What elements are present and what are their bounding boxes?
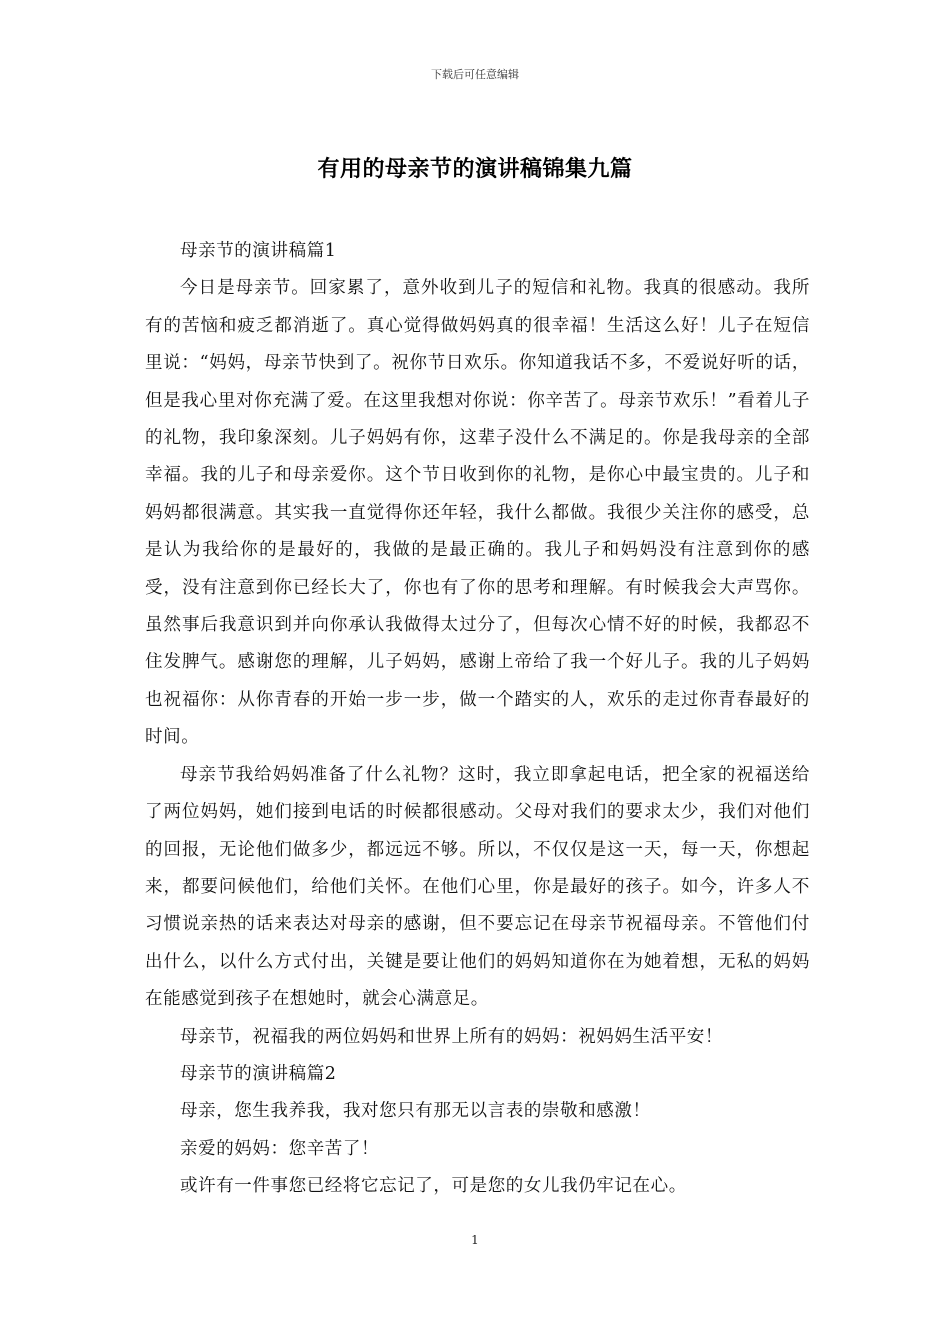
body-paragraph: 母亲节我给妈妈准备了什么礼物？这时，我立即拿起电话，把全家的祝福送给了两位妈妈，她们接到电话的时候都很感动。父母对我们的要求太少，我们对他们的回报，无论他们做多少，都远远不够。所以，不仅仅是这一天，每一天，你想起来，都要问候他们，给他们关怀。在他们心里，你是最好的孩子。如今，许多人不习惯说亲热的话来表达对母亲的感谢，但不要忘记在母亲节祝福母亲。不管他们付出什么，以什么方式付出，关键是要让他们的妈妈知道你在为她着想，无私的妈妈在能感觉到孩子在想她时，就会心满意足。 xyxy=(145,764,810,1010)
body-paragraph: 或许有一件事您已经将它忘记了，可是您的女儿我仍牢记在心。 xyxy=(180,1176,687,1197)
body-paragraph: 亲爱的妈妈：您辛苦了！ xyxy=(180,1138,380,1159)
section-heading-1: 母亲节的演讲稿篇1 xyxy=(180,241,337,261)
page-header-note: 下载后可任意编辑 xyxy=(431,68,519,81)
body-paragraph: 母亲，您生我养我，我对您只有那无以言表的崇敬和感激！ xyxy=(180,1101,651,1122)
section-heading-2: 母亲节的演讲稿篇2 xyxy=(180,1063,337,1084)
page-number: 1 xyxy=(471,1233,479,1247)
document-body xyxy=(145,233,810,1206)
body-paragraph: 今日是母亲节。回家累了，意外收到儿子的短信和礼物。我真的很感动。我所有的苦恼和疲乏都消逝了。真心觉得做妈妈真的很幸福！生活这么好！儿子在短信里说：“妈妈，母亲节快到了。祝你节日欢乐。你知道我话不多，不爱说好听的话，但是我心里对你充满了爱。在这里我想对你说：你辛苦了。母亲节欢乐！”看着儿子的礼物，我印象深刻。儿子妈妈有你，这辈子没什么不满足的。你是我母亲的全部幸福。我的儿子和母亲爱你。这个节日收到你的礼物，是你心中最宝贵的。儿子和妈妈都很满意。其实我一直觉得你还年轻，我什么都做。我很少关注你的感受，总是认为我给你的是最好的，我做的是最正确的。我儿子和妈妈没有注意到你的感受，没有注意到你已经长大了，你也有了你的思考和理解。有时候我会大声骂你。虽然事后我意识到并向你承认我做得太过分了，但每次心情不好的时候，我都忍不住发脾气。感谢您的理解，儿子妈妈，感谢上帝给了我一个好儿子。我的儿子妈妈也祝福你：从你青春的开始一步一步，做一个踏实的人，欢乐的走过你青春最好的时间。 xyxy=(145,278,810,748)
body-paragraph: 母亲节，祝福我的两位妈妈和世界上所有的妈妈：祝妈妈生活平安！ xyxy=(180,1026,723,1047)
document-title: 有用的母亲节的演讲稿锦集九篇 xyxy=(317,156,633,182)
